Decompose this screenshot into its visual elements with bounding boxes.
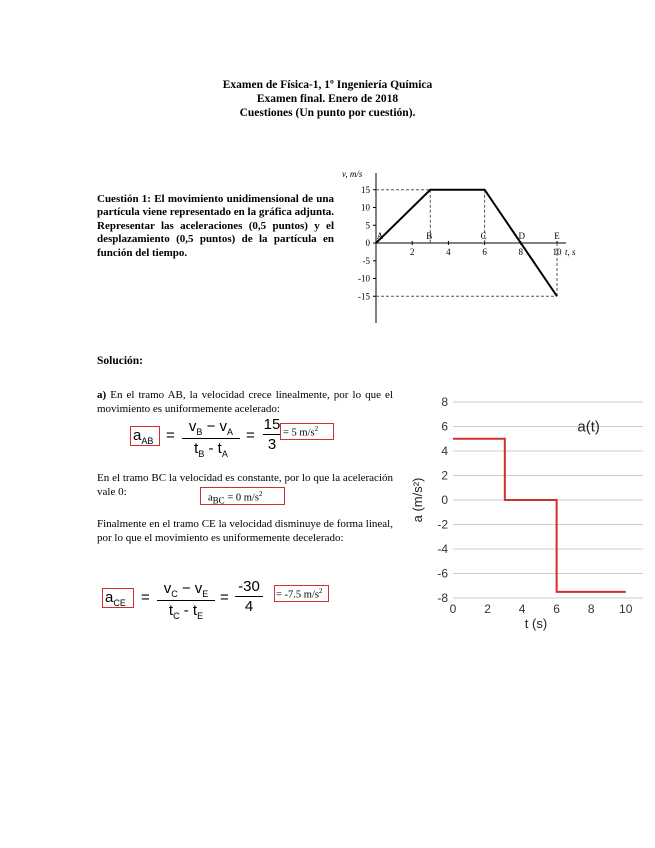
bc-text: En el tramo BC la velocidad es constante, por lo que la aceleración vale 0: xyxy=(97,472,393,498)
a-ab-symbol: $a_{AB}$ xyxy=(133,427,154,446)
equation-ab xyxy=(130,418,350,458)
result-ce: = -7.5 $m/s^2$ xyxy=(276,587,323,601)
point-label: B xyxy=(426,231,433,241)
y-tick-label: 0 xyxy=(441,493,448,507)
a-ce-symbol: $a_{CE}$ xyxy=(105,589,126,608)
x-tick-label: 4 xyxy=(518,602,526,616)
y-tick-label: 8 xyxy=(441,395,448,409)
equals-sign: = xyxy=(246,427,255,444)
solution-title: Solución: xyxy=(97,355,144,367)
ce-paragraph: Finalmente en el tramo CE la velocidad disminuye de forma lineal, por lo que el movimiento es uniformemente decelerado: xyxy=(97,518,393,544)
x-tick-label: 6 xyxy=(482,247,487,257)
y-tick-label: 2 xyxy=(441,468,448,483)
y-tick-label: 0 xyxy=(365,238,370,248)
y-tick-label: -2 xyxy=(437,517,448,532)
acceleration-series xyxy=(453,439,626,592)
part-a-label: a) xyxy=(97,389,107,401)
exam-instructions: Cuestiones (Un punto por cuestión). xyxy=(239,107,416,119)
y-tick-label: 10 xyxy=(361,202,370,213)
x-tick-label: 0 xyxy=(449,602,457,616)
x-tick-label: 6 xyxy=(553,602,560,616)
equals-sign: = xyxy=(141,589,150,606)
chart-title: a(t) xyxy=(577,418,600,436)
value-fraction: 15 3 xyxy=(263,416,281,453)
y-tick-label: 15 xyxy=(361,184,370,195)
y-tick-label: -10 xyxy=(358,273,370,284)
point-label: C xyxy=(480,231,487,241)
point-label: E xyxy=(554,231,560,241)
x-tick-label: 2 xyxy=(484,602,491,616)
x-tick-label: 10 xyxy=(552,247,562,257)
point-label: A xyxy=(376,231,384,241)
equation-ce xyxy=(102,580,332,620)
point-label: D xyxy=(518,231,526,241)
exam-title: Examen de Física-1, 1º Ingeniería Química xyxy=(222,79,433,91)
y-tick-label: 4 xyxy=(441,444,448,458)
x-axis-label: t (s) xyxy=(524,616,548,631)
velocity-fraction: $v_C - v_E$ $t_C - t_E$ xyxy=(157,580,215,621)
y-tick-label: -8 xyxy=(437,591,448,605)
y-tick-label: 6 xyxy=(441,419,448,434)
y-tick-label: -15 xyxy=(358,291,370,302)
question-1-text: Cuestión 1: El movimiento unidimensional de una partícula viene representado en la gráfica adjunta. Representar las aceleraciones (0,5 puntos) y el desplazamiento (0,5 puntos) de la partícula en función del tiempo. xyxy=(97,193,334,259)
x-tick-label: 8 xyxy=(518,247,524,257)
x-tick-label: 8 xyxy=(587,602,595,616)
acceleration-graph xyxy=(400,390,650,635)
x-tick-label: 2 xyxy=(409,247,415,257)
x-tick-label: 4 xyxy=(446,247,451,257)
part-a-text: En el tramo AB, la velocidad crece linealmente, por lo que el movimiento es uniformemente acelerado: xyxy=(97,389,393,415)
y-axis-label: a (m/s²) xyxy=(410,477,425,523)
exam-subtitle: Examen final. Enero de 2018 xyxy=(256,93,399,105)
y-tick-label: -6 xyxy=(437,566,448,581)
value-fraction: -30 4 xyxy=(235,578,263,615)
equals-sign: = xyxy=(166,427,175,444)
velocity-graph xyxy=(330,165,590,330)
equals-sign: = xyxy=(220,589,229,606)
x-axis-label: t, s xyxy=(565,247,576,257)
y-tick-label: -4 xyxy=(437,542,448,556)
y-tick-label: 5 xyxy=(365,220,370,231)
a-bc-result: $a_{BC} = 0$ $m/s^2$ xyxy=(208,490,263,506)
y-axis-label: v, m/s xyxy=(342,169,363,179)
result-ab: = 5 $m/s^2$ xyxy=(283,425,319,439)
velocity-fraction: $v_B - v_A$ $t_B - t_A$ xyxy=(182,418,240,459)
part-a-paragraph xyxy=(97,388,393,416)
x-tick-label: 10 xyxy=(619,602,633,616)
y-tick-label: -5 xyxy=(362,255,370,266)
